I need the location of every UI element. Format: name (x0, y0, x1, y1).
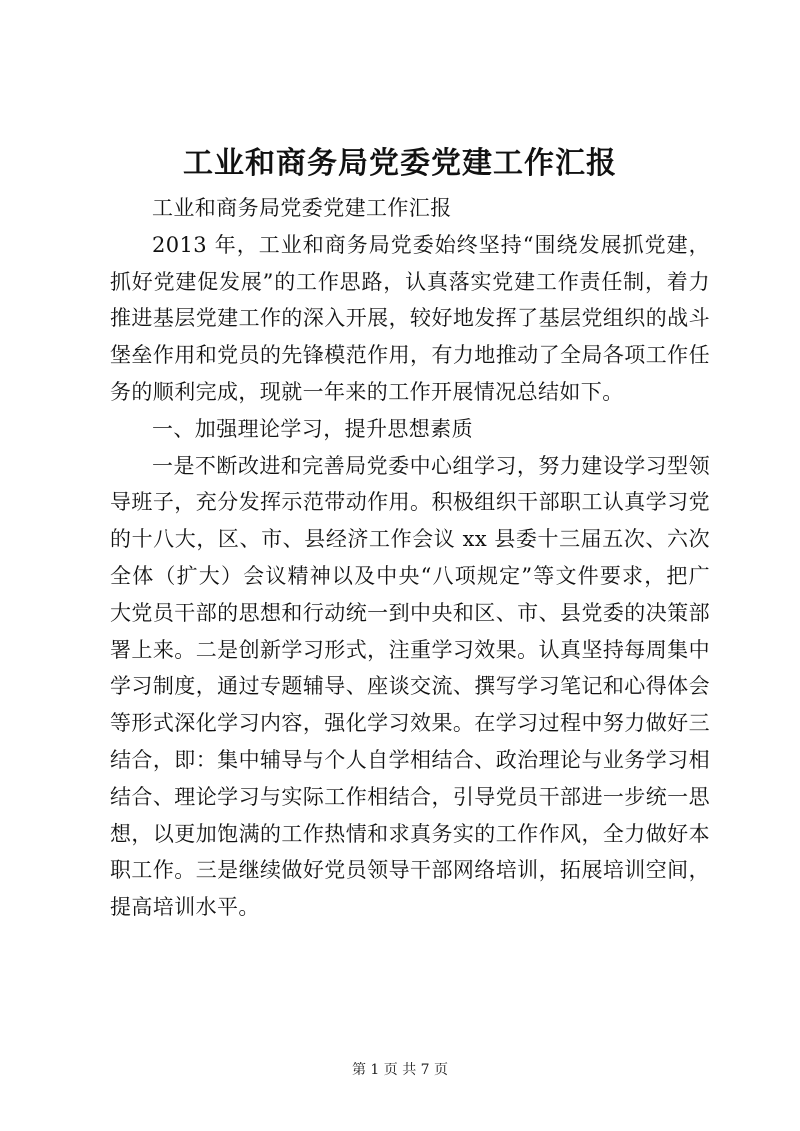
section-body-paragraph: 一是不断改进和完善局党委中心组学习，努力建设学习型领导班子，充分发挥示范带动作用。积极组织干部职工认真学习党的十八大，区、市、县经济工作会议 xx 县委十三届五次、六次全体（扩大）会议精神以及中央“八项规定”等文件要求，把广大党员干部的思想和行动统一到中央和区、市、县党委的决策部署上来。二是创新学习形式，注重学习效果。认真坚持每周集中学习制度，通过专题辅导、座谈交流、撰写学习笔记和心得体会等形式深化学习内容，强化学习效果。在学习过程中努力做好三结合，即：集中辅导与个人自学相结合、政治理论与业务学习相结合、理论学习与实际工作相结合，引导党员干部进一步统一思想，以更加饱满的工作热情和求真务实的工作作风，全力做好本职工作。三是继续做好党员领导干部网络培训，拓展培训空间，提高培训水平。 (110, 453, 710, 920)
intro-paragraph: 2013 年，工业和商务局党委始终坚持“围绕发展抓党建，抓好党建促发展”的工作思路，认真落实党建工作责任制，着力推进基层党建工作的深入开展，较好地发挥了基层党组织的战斗堡垒作用和党员的先锋模范作用，有力地推动了全局各项工作任务的顺利完成，现就一年来的工作开展情况总结如下。 (110, 232, 710, 404)
document-body (110, 190, 710, 926)
page-number-footer: 第 1 页 共 7 页 (351, 1062, 449, 1078)
document-title: 工业和商务局党委党建工作汇报 (183, 146, 617, 181)
section-heading: 一、加强理论学习，提升思想素质 (152, 416, 473, 441)
subtitle-paragraph: 工业和商务局党委党建工作汇报 (152, 196, 452, 220)
